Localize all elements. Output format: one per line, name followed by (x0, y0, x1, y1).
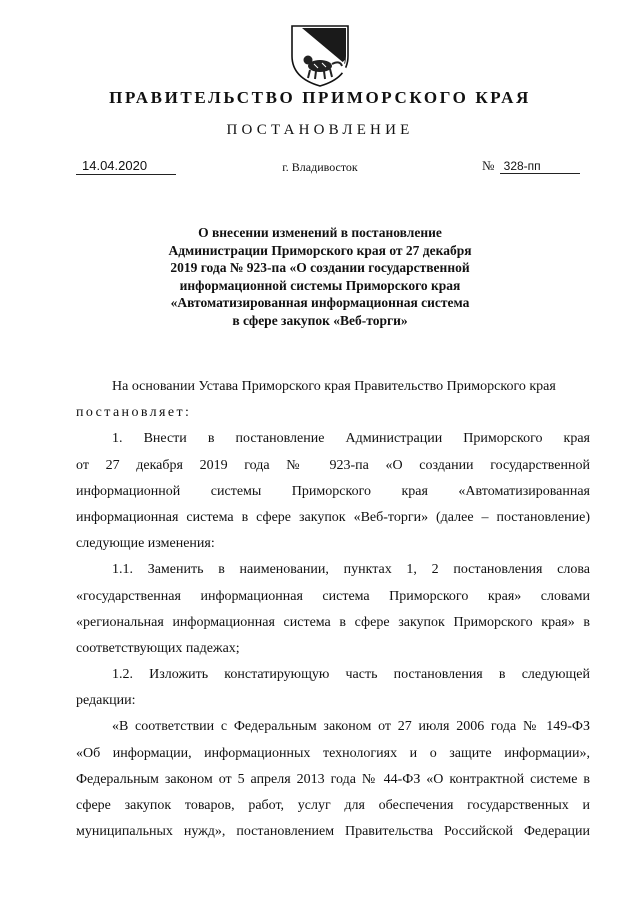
subject-line: О внесении изменений в постановление (198, 225, 442, 240)
document-number (482, 158, 580, 174)
document-subject (140, 224, 500, 329)
document-type: ПОСТАНОВЛЕНИЕ (226, 122, 414, 138)
subject-line: информационной системы Приморского края (179, 277, 461, 293)
body-line: постановляет: (76, 405, 192, 421)
government-title: ПРАВИТЕЛЬСТВО ПРИМОРСКОГО КРАЯ (109, 88, 531, 107)
document-date: 14.04.2020 (76, 158, 176, 175)
subject-line: в сфере закупок «Веб-торги» (232, 312, 408, 328)
body-line: На основании Устава Приморского края Правительство Приморского края (112, 379, 556, 394)
body-line: Федеральным законом от 5 апреля 2013 года № 44-ФЗ «О контрактной системе в (76, 771, 590, 787)
body-line: редакции: (76, 693, 136, 709)
document-meta-row (0, 158, 640, 182)
subject-line: Администрации Приморского края от 27 декабря (168, 242, 472, 258)
subject-line: «Автоматизированная информационная система (170, 295, 470, 310)
body-line: «В соответствии с Федеральным законом от 27 июля 2006 года № 149-ФЗ (112, 719, 590, 735)
body-line: 1.2. Изложить констатирующую часть постановления в следующей (112, 667, 590, 683)
body-line: соответствующих падежах; (76, 640, 240, 656)
body-line: информационной системы Приморского края «Автоматизированная (76, 483, 590, 499)
body-line: следующие изменения: (76, 536, 215, 552)
body-line: «государственная информационная система Приморского края» словами (76, 588, 590, 604)
body-line: 1. Внести в постановление Администрации Приморского края (112, 431, 590, 447)
document-city: г. Владивосток (282, 160, 358, 174)
body-line: муниципальных нужд», постановлением Правительства Российской Федерации (76, 824, 590, 840)
body-line: от 27 декабря 2019 года № 923-па «О создании государственной (76, 457, 590, 473)
number-sign: № (482, 158, 495, 173)
body-line: «Об информации, информационных технологиях и о защите информации», (76, 745, 590, 761)
body-line: 1.1. Заменить в наименовании, пунктах 1, 2 постановления слова (112, 562, 590, 578)
coat-of-arms-icon (284, 20, 356, 90)
body-line: сфере закупок товаров, работ, услуг для обеспечения государственных и (76, 798, 590, 813)
body-line: «региональная информационная система в сфере закупок Приморского края» в (76, 614, 590, 630)
number-value: 328-пп (500, 159, 580, 174)
document-body (76, 374, 590, 845)
subject-line: 2019 года № 923-па «О создании государственной (170, 260, 470, 275)
body-line: информационная система в сфере закупок «Веб-торги» (далее – постановление) (76, 509, 590, 525)
